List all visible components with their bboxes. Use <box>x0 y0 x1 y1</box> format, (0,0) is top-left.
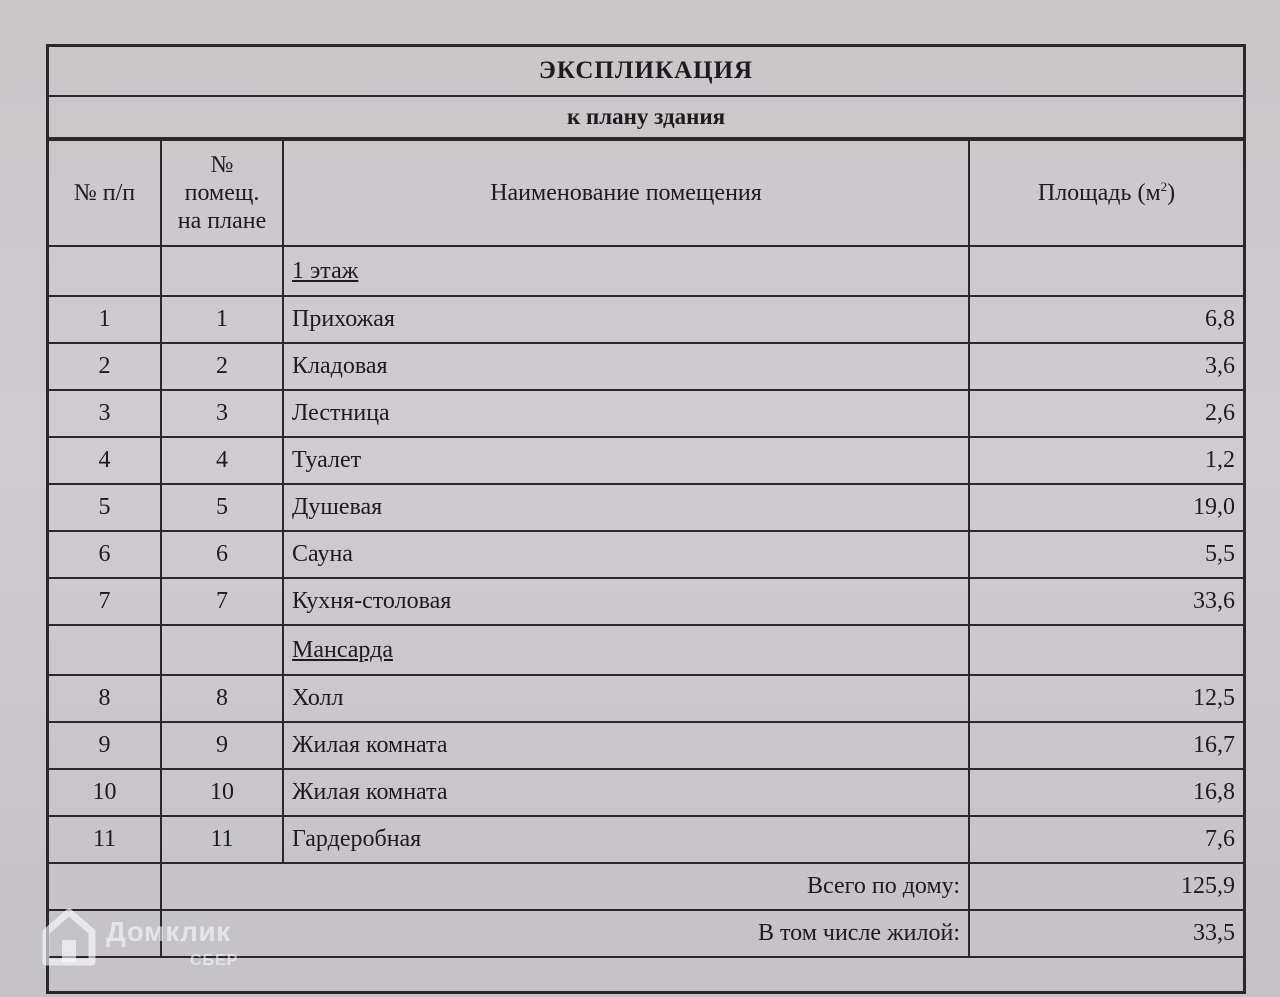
room-area: 6,8 <box>969 296 1243 343</box>
table-row <box>49 722 1243 769</box>
room-name: Кухня-столовая <box>283 578 969 625</box>
room-area: 2,6 <box>969 390 1243 437</box>
area-header-suffix: ) <box>1167 180 1176 206</box>
column-header-area <box>969 140 1243 246</box>
section-title: 1 этаж <box>283 246 969 296</box>
row-number: 7 <box>49 578 161 625</box>
room-name: Кладовая <box>283 343 969 390</box>
row-number: 3 <box>49 390 161 437</box>
room-area: 5,5 <box>969 531 1243 578</box>
table-row <box>49 296 1243 343</box>
room-name: Холл <box>283 675 969 722</box>
watermark-brand: Домклик <box>106 916 231 947</box>
table-row <box>49 769 1243 816</box>
empty-cell <box>161 625 283 675</box>
room-area: 19,0 <box>969 484 1243 531</box>
table-header-row <box>49 140 1243 246</box>
table-row <box>49 390 1243 437</box>
room-number: 10 <box>161 769 283 816</box>
column-header-room-line2: помещ. <box>184 180 260 206</box>
room-number: 4 <box>161 437 283 484</box>
room-number: 7 <box>161 578 283 625</box>
room-area: 16,8 <box>969 769 1243 816</box>
table-row <box>49 816 1243 863</box>
empty-cell <box>161 246 283 296</box>
column-header-room-name: Наименование помещения <box>283 140 969 246</box>
document-subtitle: к плану здания <box>49 97 1243 140</box>
section-row-attic <box>49 625 1243 675</box>
row-number: 9 <box>49 722 161 769</box>
row-number: 5 <box>49 484 161 531</box>
room-area: 16,7 <box>969 722 1243 769</box>
empty-cell <box>49 246 161 296</box>
area-header-prefix: Площадь (м <box>1037 180 1161 206</box>
room-name: Жилая комната <box>283 769 969 816</box>
room-area: 12,5 <box>969 675 1243 722</box>
column-header-room-number <box>161 140 283 246</box>
table-row <box>49 675 1243 722</box>
room-name: Сауна <box>283 531 969 578</box>
section-row-floor-1 <box>49 246 1243 296</box>
row-number: 8 <box>49 675 161 722</box>
room-number: 11 <box>161 816 283 863</box>
empty-cell <box>969 246 1243 296</box>
room-area: 1,2 <box>969 437 1243 484</box>
empty-cell <box>49 625 161 675</box>
room-name: Лестница <box>283 390 969 437</box>
table-body <box>49 246 1243 957</box>
room-name: Туалет <box>283 437 969 484</box>
explication-sheet <box>46 44 1246 994</box>
domclick-watermark <box>40 900 280 980</box>
row-number: 2 <box>49 343 161 390</box>
empty-cell <box>969 625 1243 675</box>
room-name: Гардеробная <box>283 816 969 863</box>
room-area: 7,6 <box>969 816 1243 863</box>
table-row <box>49 437 1243 484</box>
section-title: Мансарда <box>283 625 969 675</box>
row-number: 4 <box>49 437 161 484</box>
column-header-room-line1: № <box>210 152 234 178</box>
room-area: 33,6 <box>969 578 1243 625</box>
room-number: 6 <box>161 531 283 578</box>
column-header-room-line3: на плане <box>177 208 267 234</box>
row-number: 1 <box>49 296 161 343</box>
total-house-value: 125,9 <box>969 863 1243 910</box>
room-number: 9 <box>161 722 283 769</box>
room-number: 1 <box>161 296 283 343</box>
room-number: 3 <box>161 390 283 437</box>
row-number: 11 <box>49 816 161 863</box>
table-row <box>49 531 1243 578</box>
room-name: Жилая комната <box>283 722 969 769</box>
room-number: 5 <box>161 484 283 531</box>
room-area: 3,6 <box>969 343 1243 390</box>
column-header-number: № п/п <box>49 140 161 246</box>
room-name: Душевая <box>283 484 969 531</box>
row-number: 10 <box>49 769 161 816</box>
total-house-label: Всего по дому: <box>161 863 969 910</box>
room-number: 2 <box>161 343 283 390</box>
table-row <box>49 484 1243 531</box>
document-title: ЭКСПЛИКАЦИЯ <box>49 47 1243 97</box>
row-number: 6 <box>49 531 161 578</box>
table-row <box>49 578 1243 625</box>
explication-table <box>49 139 1243 958</box>
total-living-label: В том числе жилой: <box>161 910 969 957</box>
house-logo-icon <box>42 906 96 966</box>
area-header-superscript: 2 <box>1160 179 1168 194</box>
room-name: Прихожая <box>283 296 969 343</box>
table-row <box>49 343 1243 390</box>
watermark-sub: СБЕР <box>190 952 239 969</box>
total-living-value: 33,5 <box>969 910 1243 957</box>
room-number: 8 <box>161 675 283 722</box>
